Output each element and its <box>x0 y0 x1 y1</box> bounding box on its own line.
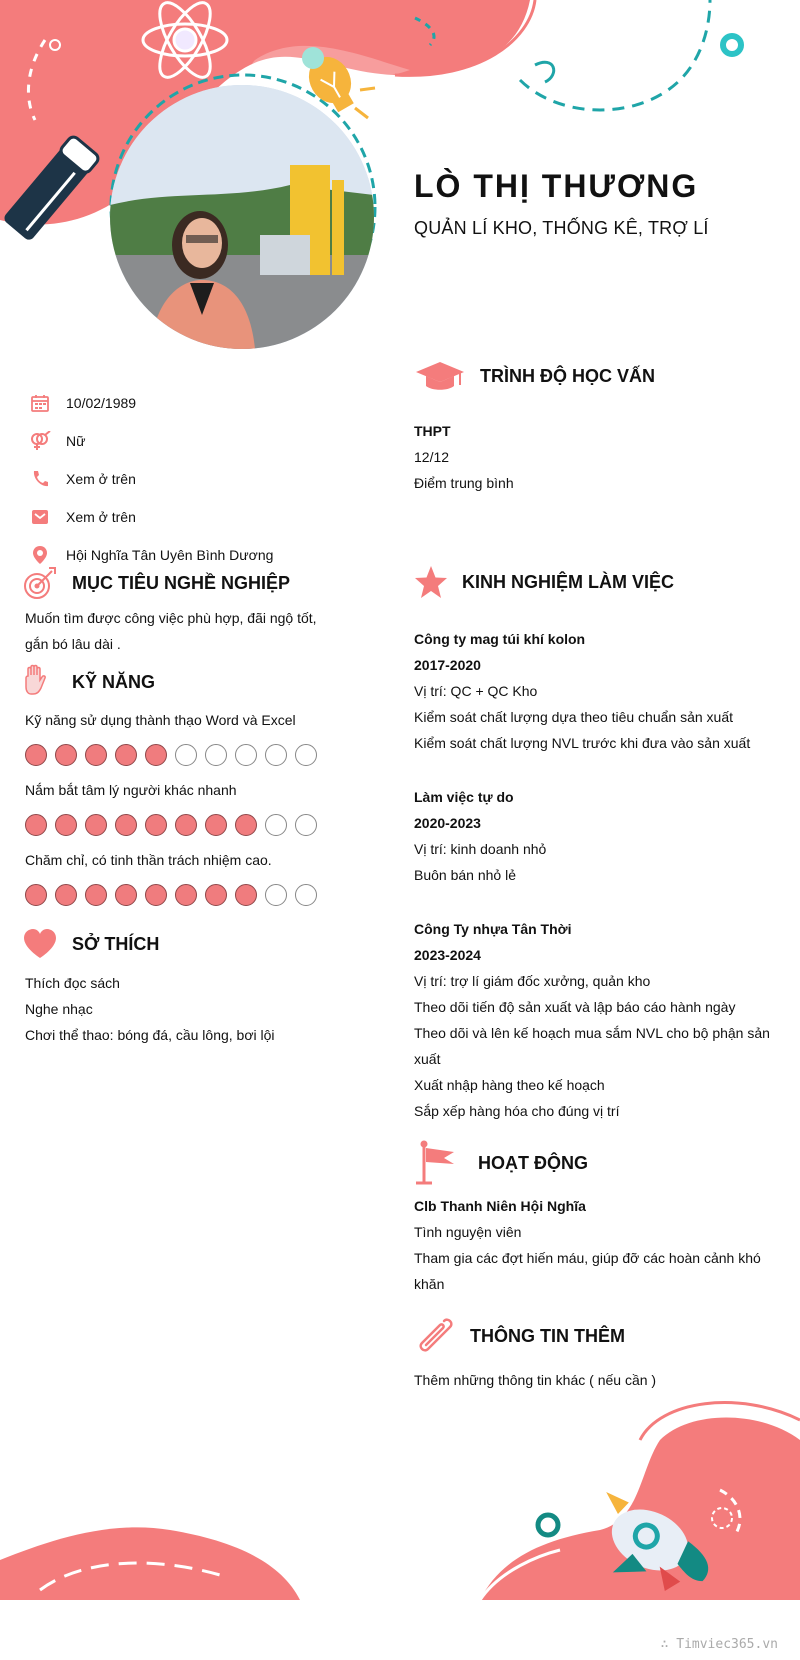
extra-info-heading <box>414 1315 625 1357</box>
job-company: Công ty mag túi khí kolon <box>414 631 586 647</box>
info-email <box>28 498 368 536</box>
job-line: Kiểm soát chất lượng NVL trước khi đưa vào sản xuất <box>414 735 751 751</box>
candidate-name: LÒ THỊ THƯƠNG <box>414 168 699 204</box>
info-value: Xem ở trên <box>66 509 136 525</box>
job-line: Kiểm soát chất lượng dựa theo tiêu chuẩn sản xuất <box>414 709 734 725</box>
rating-dot-filled <box>175 814 197 836</box>
rating-dot-empty <box>235 744 257 766</box>
rating-dot-empty <box>295 814 317 836</box>
job-line: Sắp xếp hàng hóa cho đúng vị trí <box>414 1103 620 1119</box>
personal-info-list <box>28 384 368 574</box>
rating-dot-empty <box>175 744 197 766</box>
job-entry <box>414 916 784 1124</box>
career-goal-line: Muốn tìm được công việc phù hợp, đãi ngộ tốt, <box>25 610 317 626</box>
skill-rating <box>25 744 317 766</box>
calendar-icon <box>28 391 52 415</box>
education-detail: Điểm trung bình <box>414 475 514 491</box>
paperclip-icon <box>414 1315 456 1357</box>
graduation-cap-icon <box>414 360 466 392</box>
info-value: Xem ở trên <box>66 471 136 487</box>
info-value: Nữ <box>66 433 86 449</box>
activities-heading <box>414 1140 588 1186</box>
section-title: MỤC TIÊU NGHỀ NGHIỆP <box>72 572 291 593</box>
rating-dot-filled <box>85 814 107 836</box>
watermark: ∴ Timviec365.vn <box>660 1637 778 1652</box>
job-company: Làm việc tự do <box>414 789 514 805</box>
job-line: Buôn bán nhỏ lẻ <box>414 867 516 883</box>
rating-dot-empty <box>295 884 317 906</box>
experience-heading <box>414 565 674 599</box>
job-line: xuất <box>414 1051 441 1067</box>
section-title: THÔNG TIN THÊM <box>470 1325 625 1346</box>
career-goal-text <box>25 605 365 657</box>
hobby-item: Chơi thể thao: bóng đá, cầu lông, bơi lội <box>25 1027 275 1043</box>
rating-dot-filled <box>85 884 107 906</box>
rating-dot-empty <box>205 744 227 766</box>
job-line: Theo dõi và lên kế hoạch mua sắm NVL cho bộ phận sản <box>414 1025 770 1041</box>
skill-name: Nắm bắt tâm lý người khác nhanh <box>25 782 237 798</box>
activity-line: Tình nguyện viên <box>414 1224 522 1240</box>
skill-rating <box>25 884 317 906</box>
flag-icon <box>414 1140 464 1186</box>
section-title: TRÌNH ĐỘ HỌC VẤN <box>480 365 655 386</box>
rating-dot-filled <box>55 884 77 906</box>
info-birthdate <box>28 384 368 422</box>
rating-dot-filled <box>25 744 47 766</box>
career-goal-line: gắn bó lâu dài . <box>25 636 121 652</box>
job-period: 2020-2023 <box>414 815 481 831</box>
rating-dot-filled <box>145 814 167 836</box>
rating-dot-filled <box>85 744 107 766</box>
hobbies-heading <box>22 928 159 960</box>
section-title: HOẠT ĐỘNG <box>478 1152 588 1173</box>
rating-dot-filled <box>145 744 167 766</box>
email-icon <box>28 505 52 529</box>
job-line: Vị trí: kinh doanh nhỏ <box>414 841 547 857</box>
job-line: Theo dõi tiến độ sản xuất và lập báo cáo hành ngày <box>414 999 736 1015</box>
location-icon <box>28 543 52 567</box>
phone-icon <box>28 467 52 491</box>
job-line: Xuất nhập hàng theo kế hoạch <box>414 1077 605 1093</box>
job-line: Vị trí: trợ lí giám đốc xưởng, quản kho <box>414 973 651 989</box>
job-company: Công Ty nhựa Tân Thời <box>414 921 572 937</box>
career-goal-heading <box>22 565 290 601</box>
education-heading <box>414 360 655 392</box>
education-school: THPT <box>414 423 451 439</box>
rating-dot-filled <box>205 884 227 906</box>
info-phone <box>28 460 368 498</box>
rating-dot-filled <box>235 884 257 906</box>
activity-line: Tham gia các đợt hiến máu, giúp đỡ các hoàn cảnh khó <box>414 1250 761 1266</box>
hand-icon <box>22 664 58 700</box>
rating-dot-filled <box>115 814 137 836</box>
star-icon <box>414 565 448 599</box>
rating-dot-empty <box>265 744 287 766</box>
job-period: 2017-2020 <box>414 657 481 673</box>
heart-icon <box>22 928 58 960</box>
info-gender <box>28 422 368 460</box>
target-icon <box>22 565 58 601</box>
rating-dot-empty <box>265 814 287 836</box>
skill-rating <box>25 814 317 836</box>
skill-name: Kỹ năng sử dụng thành thạo Word và Excel <box>25 712 296 728</box>
experience-block <box>414 626 784 1124</box>
activities-block <box>414 1193 784 1297</box>
activity-line: khăn <box>414 1276 445 1292</box>
rating-dot-filled <box>205 814 227 836</box>
job-line: Vị trí: QC + QC Kho <box>414 683 538 699</box>
rating-dot-filled <box>25 884 47 906</box>
profile-photo <box>110 85 374 349</box>
info-value: 10/02/1989 <box>66 395 137 411</box>
section-title: KỸ NĂNG <box>72 671 156 692</box>
rating-dot-filled <box>55 814 77 836</box>
hobbies-list <box>25 970 365 1048</box>
job-entry <box>414 626 784 756</box>
rating-dot-filled <box>115 884 137 906</box>
info-value: Hội Nghĩa Tân Uyên Bình Dương <box>66 547 274 563</box>
education-block <box>414 418 774 496</box>
section-title: KINH NGHIỆM LÀM VIỆC <box>462 571 675 592</box>
job-period: 2023-2024 <box>414 947 481 963</box>
hobby-item: Nghe nhạc <box>25 1001 93 1017</box>
rating-dot-filled <box>175 884 197 906</box>
activity-org: Clb Thanh Niên Hội Nghĩa <box>414 1198 586 1214</box>
rating-dot-filled <box>55 744 77 766</box>
rating-dot-filled <box>25 814 47 836</box>
rating-dot-empty <box>265 884 287 906</box>
section-title: SỞ THÍCH <box>72 933 160 954</box>
rating-dot-filled <box>145 884 167 906</box>
gender-icon <box>28 429 52 453</box>
hobby-item: Thích đọc sách <box>25 975 120 991</box>
extra-info-text: Thêm những thông tin khác ( nếu cần ) <box>414 1372 657 1388</box>
rating-dot-filled <box>115 744 137 766</box>
rating-dot-filled <box>235 814 257 836</box>
job-entry <box>414 784 784 888</box>
job-title: QUẢN LÍ KHO, THỐNG KÊ, TRỢ LÍ <box>414 218 709 238</box>
skills-heading <box>22 664 155 700</box>
rating-dot-empty <box>295 744 317 766</box>
education-period: 12/12 <box>414 449 450 465</box>
skill-name: Chăm chỉ, có tinh thần trách nhiệm cao. <box>25 852 272 868</box>
